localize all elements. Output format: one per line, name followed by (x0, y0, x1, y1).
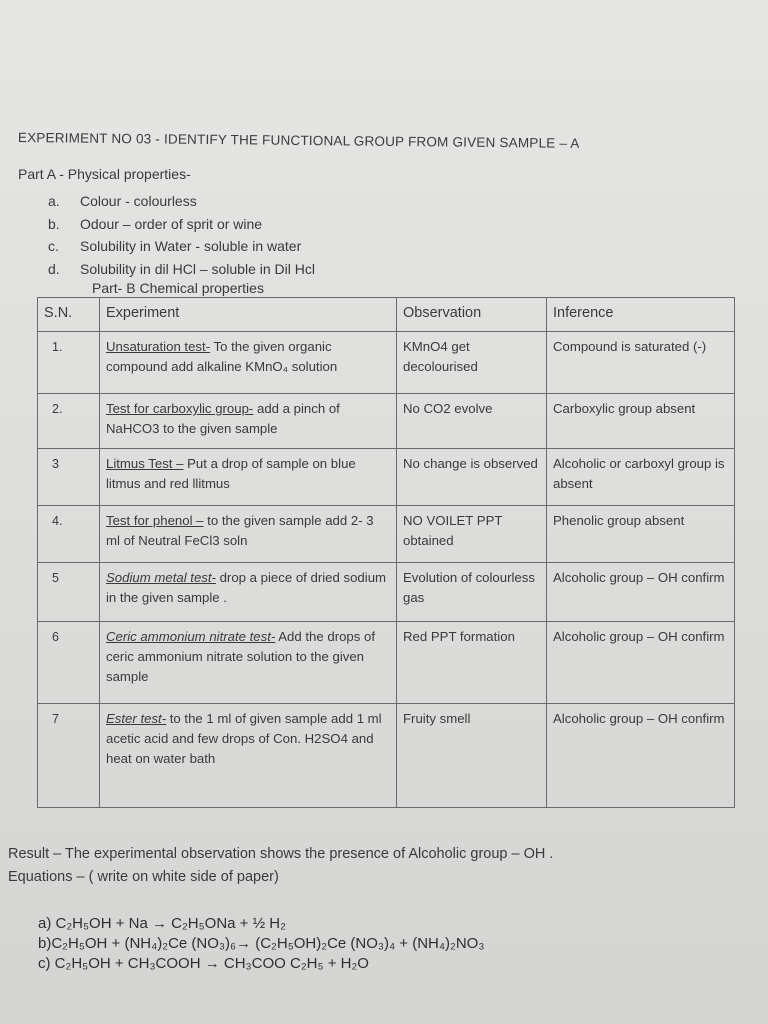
test-procedure: to the 1 ml of given sample add 1 ml acetic acid and few drops of Con. H2SO4 and heat on water bath (106, 711, 382, 766)
equations-list (38, 914, 484, 974)
row-inference: Carboxylic group absent (547, 394, 735, 449)
row-observation: No CO2 evolve (397, 394, 547, 449)
property-letter: c. (48, 238, 59, 254)
header-inference: Inference (547, 298, 735, 332)
test-name: Unsaturation test- (106, 339, 211, 354)
equation-line: a) C₂H₅OH + Na → C₂H₅ONa + ½ H₂ (38, 915, 286, 932)
property-text: Colour - colourless (80, 193, 197, 209)
row-sn: 2. (38, 394, 100, 449)
property-item (48, 235, 315, 258)
equation-line: b)C₂H₅OH + (NH₄)₂Ce (NO₃)₆→ (C₂H₅OH)₂Ce (NO₃)₄ + (NH₄)₂NO₃ (38, 935, 485, 952)
test-procedure: Put a drop of sample on blue litmus and red llitmus (106, 456, 356, 491)
row-experiment (100, 622, 397, 704)
table-row (38, 704, 735, 808)
row-sn: 3 (38, 449, 100, 506)
table-row (38, 394, 735, 449)
header-observation: Observation (397, 298, 547, 332)
test-procedure: add a pinch of NaHCO3 to the given sample (106, 401, 340, 436)
test-procedure: Add the drops of ceric ammonium nitrate solution to the given sample (106, 629, 376, 684)
test-procedure: to the given sample add 2- 3 ml of Neutral FeCl3 soln (106, 513, 374, 548)
property-item (48, 190, 315, 213)
part-a-heading: Part A - Physical properties- (18, 166, 191, 182)
result-section (8, 843, 553, 889)
row-inference: Compound is saturated (-) (547, 332, 735, 394)
row-observation: Red PPT formation (397, 622, 547, 704)
experiment-title: EXPERIMENT NO 03 - IDENTIFY THE FUNCTIONAL GROUP FROM GIVEN SAMPLE – A (17, 130, 580, 151)
row-inference: Phenolic group absent (547, 506, 735, 563)
row-experiment (100, 563, 397, 622)
equations-note: Equations – ( write on white side of paper) (8, 869, 279, 885)
header-sn: S.N. (38, 298, 100, 332)
physical-properties-list (48, 190, 315, 280)
row-experiment (100, 332, 397, 394)
test-name: Test for phenol – (106, 513, 204, 528)
row-experiment (100, 449, 397, 506)
row-observation: Evolution of colourless gas (397, 563, 547, 622)
row-experiment (100, 506, 397, 563)
row-inference: Alcoholic group – OH confirm (547, 704, 735, 808)
row-inference: Alcoholic or carboxyl group is absent (547, 449, 735, 506)
property-item (48, 213, 315, 236)
part-b-heading: Part- B Chemical properties (92, 280, 264, 296)
table-row (38, 332, 735, 394)
equation-line: c) C₂H₅OH + CH₃COOH → CH₃COO C₂H₅ + H₂O (38, 955, 369, 972)
row-observation: Fruity smell (397, 704, 547, 808)
row-experiment (100, 704, 397, 808)
table-row (38, 449, 735, 506)
header-experiment: Experiment (100, 298, 397, 332)
row-observation: KMnO4 get decolourised (397, 332, 547, 394)
row-sn: 6 (38, 622, 100, 704)
property-item (48, 258, 315, 281)
row-inference: Alcoholic group – OH confirm (547, 563, 735, 622)
property-letter: d. (48, 260, 60, 277)
result-text: Result – The experimental observation shows the presence of Alcoholic group – OH . (8, 846, 554, 862)
property-text: Solubility in dil HCl – soluble in Dil Hcl (80, 260, 315, 277)
row-sn: 1. (38, 332, 100, 394)
test-name: Ceric ammonium nitrate test- (106, 629, 276, 644)
test-name: Sodium metal test- (106, 570, 216, 585)
row-inference: Alcoholic group – OH confirm (547, 622, 735, 704)
property-text: Odour – order of sprit or wine (80, 215, 263, 232)
chemical-properties-table (37, 297, 735, 808)
test-procedure: drop a piece of dried sodium in the given sample . (106, 570, 387, 605)
row-sn: 5 (38, 563, 100, 622)
row-observation: No change is observed (397, 449, 547, 506)
row-sn: 4. (38, 506, 100, 563)
table-row (38, 506, 735, 563)
table-row (38, 622, 735, 704)
property-letter: b. (48, 215, 60, 232)
row-sn: 7 (38, 704, 100, 808)
property-text: Solubility in Water - soluble in water (80, 238, 302, 254)
test-name: Ester test- (106, 711, 167, 726)
test-name: Litmus Test – (106, 456, 184, 471)
row-observation: NO VOILET PPT obtained (397, 506, 547, 563)
test-name: Test for carboxylic group- (106, 401, 254, 416)
table-header-row (38, 298, 735, 332)
table-row (38, 563, 735, 622)
row-experiment (100, 394, 397, 449)
property-letter: a. (48, 193, 60, 209)
test-procedure: To the given organic compound add alkaline KMnO₄ solution (106, 339, 338, 374)
